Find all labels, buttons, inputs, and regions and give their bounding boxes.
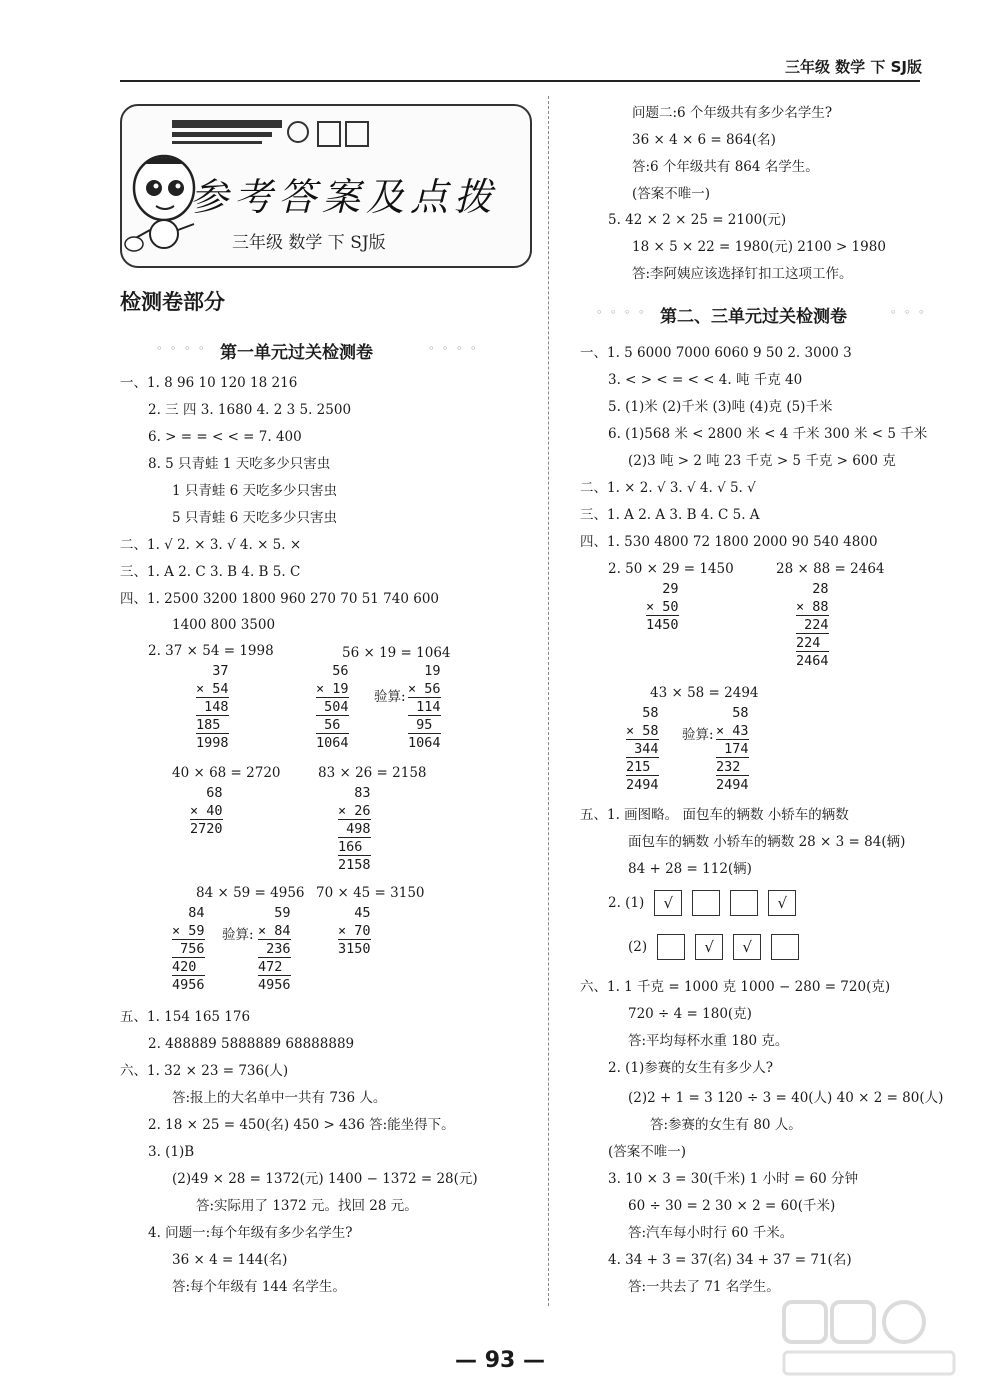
answer-line: 36 × 4 = 144(名): [172, 1252, 288, 1268]
vertical-calculation: 29 × 50 1450: [646, 581, 679, 633]
answer-line: 面包车的辆数 小轿车的辆数 28 × 3 = 84(辆): [628, 834, 906, 850]
vertical-calculation: 59 × 84 236 472 4956: [258, 905, 291, 993]
answer-line: 4. 34 + 3 = 37(名) 34 + 37 = 71(名): [608, 1252, 852, 1268]
answer-line: 720 ÷ 4 = 180(克): [628, 1006, 752, 1022]
answer-line: 43 × 58 = 2494: [650, 685, 759, 701]
answer-line: (答案不唯一): [608, 1144, 687, 1160]
header-rule: [120, 80, 920, 82]
answer-line: 5. 42 × 2 × 25 = 2100(元): [608, 212, 787, 228]
vertical-calculation: 58 × 43 174 232 2494: [716, 705, 749, 793]
answer-line: 84 × 59 = 4956: [196, 885, 305, 901]
answer-line: 5. (1)米 (2)千米 (3)吨 (4)克 (5)千米: [608, 399, 833, 415]
choice-box: √: [768, 890, 796, 916]
answer-line: 答:报上的大名单中一共有 736 人。: [172, 1090, 387, 1106]
answer-line: 五、1. 154 165 176: [120, 1009, 251, 1025]
answer-line: (2)3 吨 > 2 吨 23 千克 > 5 千克 > 600 克: [628, 453, 896, 469]
brand-logo: [170, 114, 380, 154]
answer-line: 6. > = = < < = 7. 400: [148, 429, 302, 445]
vertical-calculation: 84 × 59 756 420 4956: [172, 905, 205, 993]
choice-box-row: [608, 890, 796, 916]
title-dots-right: ◦ ◦ ◦ ◦: [428, 342, 479, 355]
answer-line: 一、1. 5 6000 7000 6060 9 50 2. 3000 3: [580, 345, 852, 361]
answer-line: 一、1. 8 96 10 120 18 216: [120, 375, 298, 391]
verify-label: 验算:: [682, 727, 714, 743]
page-number: — 93 —: [455, 1348, 545, 1373]
title-dots-left: ◦ ◦ ◦ ◦: [156, 342, 207, 355]
vertical-calculation: 56 × 19 504 56 1064: [316, 663, 349, 751]
answer-line: 4. 问题一:每个年级有多少名学生?: [148, 1225, 353, 1241]
vertical-calculation: 19 × 56 114 95 1064: [408, 663, 441, 751]
section-title: 检测卷部分: [120, 290, 225, 314]
answer-line: 三、1. A 2. A 3. B 4. C 5. A: [580, 507, 760, 523]
answer-line: 问题二:6 个年级共有多少名学生?: [632, 105, 833, 121]
answer-line: 83 × 26 = 2158: [318, 765, 427, 781]
choice-box: [657, 934, 685, 960]
answer-line: 3. (1)B: [148, 1144, 195, 1160]
answer-line: 70 × 45 = 3150: [316, 885, 425, 901]
title-dots-left: ◦ ◦ ◦ ◦: [596, 306, 647, 319]
answer-line: 答:每个年级有 144 名学生。: [172, 1279, 346, 1295]
choice-box: [771, 934, 799, 960]
answer-line: 28 × 88 = 2464: [776, 561, 885, 577]
answer-line: (2)49 × 28 = 1372(元) 1400 − 1372 = 28(元): [172, 1171, 478, 1187]
answer-line: 8. 5 只青蛙 1 天吃多少只害虫: [148, 456, 331, 472]
answer-line: 二、1. × 2. √ 3. √ 4. √ 5. √: [580, 480, 756, 496]
answer-line: 六、1. 32 × 23 = 736(人): [120, 1063, 289, 1079]
answer-line: 答:6 个年级共有 864 名学生。: [632, 159, 819, 175]
answer-line: 答:一共去了 71 名学生。: [628, 1279, 780, 1295]
banner-title: 参考答案及点拨: [190, 175, 499, 219]
choice-row-label: 2. (1): [608, 895, 645, 911]
answer-line: 40 × 68 = 2720: [172, 765, 281, 781]
verify-label: 验算:: [222, 927, 254, 943]
answer-line: 六、1. 1 千克 = 1000 克 1000 − 280 = 720(克): [580, 979, 891, 995]
answer-line: 答:李阿姨应该选择钉扣工这项工作。: [632, 266, 853, 282]
answer-line: 3. 10 × 3 = 30(千米) 1 小时 = 60 分钟: [608, 1171, 858, 1187]
vertical-calculation: 28 × 88 224 224 2464: [796, 581, 829, 669]
answer-line: 2. 50 × 29 = 1450: [608, 561, 734, 577]
answer-line: 6. (1)568 米 < 2800 米 < 4 千米 300 米 < 5 千米: [608, 426, 928, 442]
title-dots-right: ◦ ◦ ◦: [890, 306, 927, 319]
vertical-calculation: 83 × 26 498 166 2158: [338, 785, 371, 873]
answer-line: 5 只青蛙 6 天吃多少只害虫: [172, 510, 338, 526]
unit23-title: 第二、三单元过关检测卷: [660, 307, 847, 327]
choice-box: √: [695, 934, 723, 960]
answer-line: 2. 三 四 3. 1680 4. 2 3 5. 2500: [148, 402, 352, 418]
answer-line: 60 ÷ 30 = 2 30 × 2 = 60(千米): [628, 1198, 836, 1214]
answer-line: 1400 800 3500: [172, 617, 276, 633]
choice-box: √: [733, 934, 761, 960]
answer-line: 84 + 28 = 112(辆): [628, 861, 752, 877]
answer-line: 答:实际用了 1372 元。找回 28 元。: [196, 1198, 418, 1214]
vertical-calculation: 45 × 70 3150: [338, 905, 371, 957]
choice-box: √: [654, 890, 682, 916]
choice-box: [692, 890, 720, 916]
answer-line: 答:参赛的女生有 80 人。: [650, 1117, 802, 1133]
watermark-logo: [780, 1298, 960, 1380]
answer-line: 三、1. A 2. C 3. B 4. B 5. C: [120, 564, 301, 580]
answer-line: 答:平均每杯水重 180 克。: [628, 1033, 789, 1049]
answer-line: 2. 18 × 25 = 450(名) 450 > 436 答:能坐得下。: [148, 1117, 455, 1133]
vertical-calculation: 58 × 58 344 215 2494: [626, 705, 659, 793]
answer-line: 五、1. 画图略。 面包车的辆数 小轿车的辆数: [580, 807, 849, 823]
answer-line: 18 × 5 × 22 = 1980(元) 2100 > 1980: [632, 239, 886, 255]
verify-label: 验算:: [374, 689, 406, 705]
answer-line: 四、1. 530 4800 72 1800 2000 90 540 4800: [580, 534, 878, 550]
column-divider: [548, 96, 549, 1306]
choice-row-label: (2): [628, 939, 648, 955]
choice-box-row: [628, 934, 799, 960]
answer-line: 2. 37 × 54 = 1998: [148, 643, 274, 659]
vertical-calculation: 68 × 40 2720: [190, 785, 223, 837]
header-grade-label: 三年级 数学 下 SJ版: [784, 58, 922, 76]
banner-subtitle: 三年级 数学 下 SJ版: [232, 233, 386, 253]
answer-line: 2. 488889 5888889 68888889: [148, 1036, 355, 1052]
answer-line: (2)2 + 1 = 3 120 ÷ 3 = 40(人) 40 × 2 = 80(人): [628, 1090, 944, 1106]
answer-line: 二、1. √ 2. × 3. √ 4. × 5. ×: [120, 537, 302, 553]
choice-box: [730, 890, 758, 916]
answer-line: 3. < > < = < < 4. 吨 千克 40: [608, 372, 803, 388]
answer-line: (答案不唯一): [632, 186, 711, 202]
answer-line: 四、1. 2500 3200 1800 960 270 70 51 740 600: [120, 591, 439, 607]
answer-line: 56 × 19 = 1064: [342, 645, 451, 661]
unit1-title: 第一单元过关检测卷: [220, 343, 373, 363]
answer-line: 36 × 4 × 6 = 864(名): [632, 132, 776, 148]
answer-line: 2. (1)参赛的女生有多少人?: [608, 1060, 774, 1076]
vertical-calculation: 37 × 54 148 185 1998: [196, 663, 229, 751]
answer-line: 答:汽车每小时行 60 千米。: [628, 1225, 794, 1241]
answer-line: 1 只青蛙 6 天吃多少只害虫: [172, 483, 338, 499]
